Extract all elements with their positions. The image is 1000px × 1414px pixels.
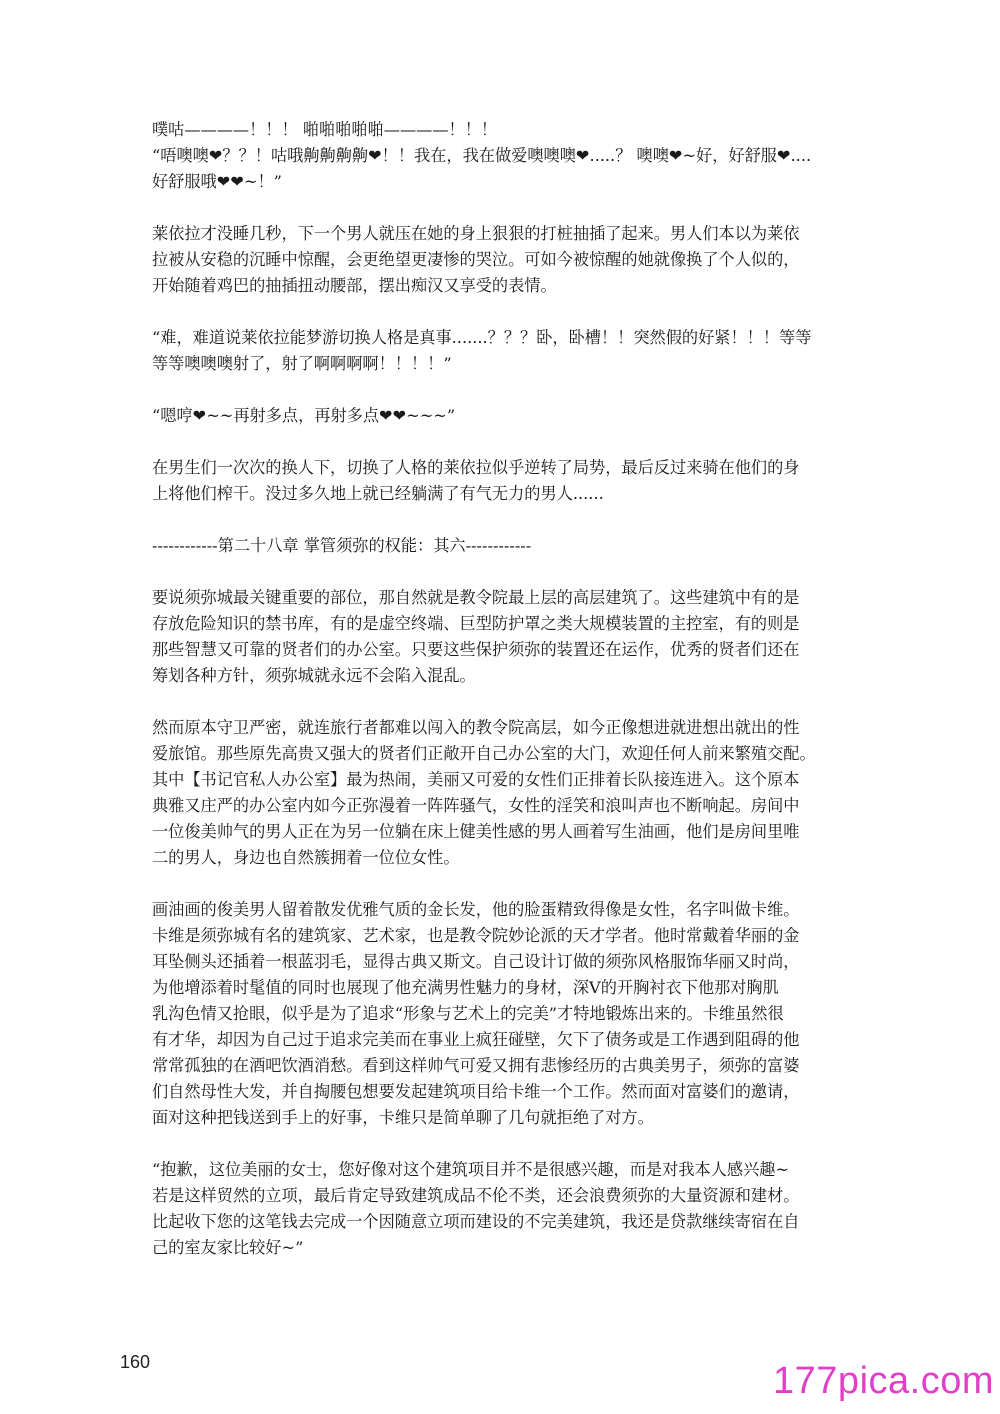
text-line: 其中【书记官私人办公室】最为热闹，美丽又可爱的女性们正排着长队接连进入。这个原本 bbox=[152, 770, 800, 789]
paragraph bbox=[152, 455, 852, 507]
text-line: “抱歉，这位美丽的女士，您好像对这个建筑项目并不是很感兴趣，而是对我本人感兴趣~ bbox=[152, 1160, 789, 1179]
text-line: 爱旅馆。那些原先高贵又强大的贤者们正敞开自己办公室的大门，欢迎任何人前来繁殖交配。 bbox=[152, 744, 816, 763]
text-line: 有才华，却因为自己过于追求完美而在事业上疯狂碰壁，欠下了债务或是工作遇到阻碍的他 bbox=[152, 1030, 800, 1049]
text-line: 拉被从安稳的沉睡中惊醒，会更绝望更凄惨的哭泣。可如今被惊醒的她就像换了个人似的， bbox=[152, 250, 800, 269]
paragraph bbox=[152, 325, 852, 377]
text-line: “唔噢噢❤？？！咕哦齁齁齁齁❤！！我在，我在做爱噢噢噢❤.....？ 噢噢❤~好，好舒服❤.... bbox=[152, 146, 812, 165]
text-line: 典雅又庄严的办公室内如今正弥漫着一阵阵骚气，女性的淫笑和浪叫声也不断响起。房间中 bbox=[152, 796, 800, 815]
paragraph bbox=[152, 221, 852, 299]
text-line: 存放危险知识的禁书库，有的是虚空终端、巨型防护罩之类大规模装置的主控室，有的则是 bbox=[152, 614, 800, 633]
paragraph bbox=[152, 533, 852, 559]
text-line: “难，难道说莱依拉能梦游切换人格是真事.......？？？卧，卧槽！！突然假的好紧！！！等等 bbox=[152, 328, 812, 347]
body-text bbox=[152, 117, 852, 1287]
text-line: 噗咕————！！！ 啪啪啪啪啪————！！！ bbox=[152, 120, 498, 139]
paragraph bbox=[152, 715, 852, 871]
text-line: 常常孤独的在酒吧饮酒消愁。看到这样帅气可爱又拥有悲惨经历的古典美男子，须弥的富婆 bbox=[152, 1056, 800, 1075]
text-line: 等等噢噢噢射了，射了啊啊啊啊！！！！” bbox=[152, 354, 452, 373]
text-line: 画油画的俊美男人留着散发优雅气质的金长发，他的脸蛋精致得像是女性，名字叫做卡维。 bbox=[152, 900, 800, 919]
page-number: 160 bbox=[120, 1352, 151, 1372]
watermark-link[interactable]: 177pica.com bbox=[773, 1360, 994, 1402]
text-line: 好舒服哦❤❤~！” bbox=[152, 172, 282, 191]
text-line: 要说须弥城最关键重要的部位，那自然就是教令院最上层的高层建筑了。这些建筑中有的是 bbox=[152, 588, 800, 607]
text-line: ------------第二十八章 掌管须弥的权能：其六------------ bbox=[152, 536, 532, 555]
text-line: 己的室友家比较好~” bbox=[152, 1238, 304, 1257]
text-line: 一位俊美帅气的男人正在为另一位躺在床上健美性感的男人画着写生油画，他们是房间里唯 bbox=[152, 822, 800, 841]
text-line: 开始随着鸡巴的抽插扭动腰部，摆出痴汉又享受的表情。 bbox=[152, 276, 557, 295]
text-line: 面对这种把钱送到手上的好事，卡维只是简单聊了几句就拒绝了对方。 bbox=[152, 1108, 654, 1127]
text-line: “嗯哼❤~~再射多点，再射多点❤❤~~~” bbox=[152, 406, 456, 425]
text-line: 为他增添着时髦值的同时也展现了他充满男性魅力的身材，深V的开胸衬衣下他那对胸肌 bbox=[152, 978, 779, 997]
text-line: 卡维是须弥城有名的建筑家、艺术家，也是教令院妙论派的天才学者。他时常戴着华丽的金 bbox=[152, 926, 800, 945]
text-line: 比起收下您的这笔钱去完成一个因随意立项而建设的不完美建筑，我还是贷款继续寄宿在自 bbox=[152, 1212, 800, 1231]
text-line: 乳沟色情又抢眼，似乎是为了追求“形象与艺术上的完美”才特地锻炼出来的。卡维虽然很 bbox=[152, 1004, 784, 1023]
paragraph bbox=[152, 1157, 852, 1261]
text-line: 上将他们榨干。没过多久地上就已经躺满了有气无力的男人...... bbox=[152, 484, 604, 503]
text-line: 那些智慧又可靠的贤者们的办公室。只要这些保护须弥的装置还在运作，优秀的贤者们还在 bbox=[152, 640, 800, 659]
text-line: 然而原本守卫严密，就连旅行者都难以闯入的教令院高层，如今正像想进就进想出就出的性 bbox=[152, 718, 800, 737]
text-line: 二的男人，身边也自然簇拥着一位位女性。 bbox=[152, 848, 460, 867]
paragraph bbox=[152, 117, 852, 195]
text-line: 在男生们一次次的换人下，切换了人格的莱依拉似乎逆转了局势，最后反过来骑在他们的身 bbox=[152, 458, 800, 477]
text-line: 莱依拉才没睡几秒，下一个男人就压在她的身上狠狠的打桩抽插了起来。男人们本以为莱依 bbox=[152, 224, 800, 243]
text-line: 们自然母性大发，并自掏腰包想要发起建筑项目给卡维一个工作。然而面对富婆们的邀请， bbox=[152, 1082, 800, 1101]
text-line: 耳坠侧头还插着一根蓝羽毛，显得古典又斯文。自己设计订做的须弥风格服饰华丽又时尚， bbox=[152, 952, 800, 971]
paragraph bbox=[152, 897, 852, 1131]
paragraph bbox=[152, 585, 852, 689]
paragraph bbox=[152, 403, 852, 429]
text-line: 若是这样贸然的立项，最后肯定导致建筑成品不伦不类，还会浪费须弥的大量资源和建材。 bbox=[152, 1186, 800, 1205]
text-line: 筹划各种方针，须弥城就永远不会陷入混乱。 bbox=[152, 666, 476, 685]
